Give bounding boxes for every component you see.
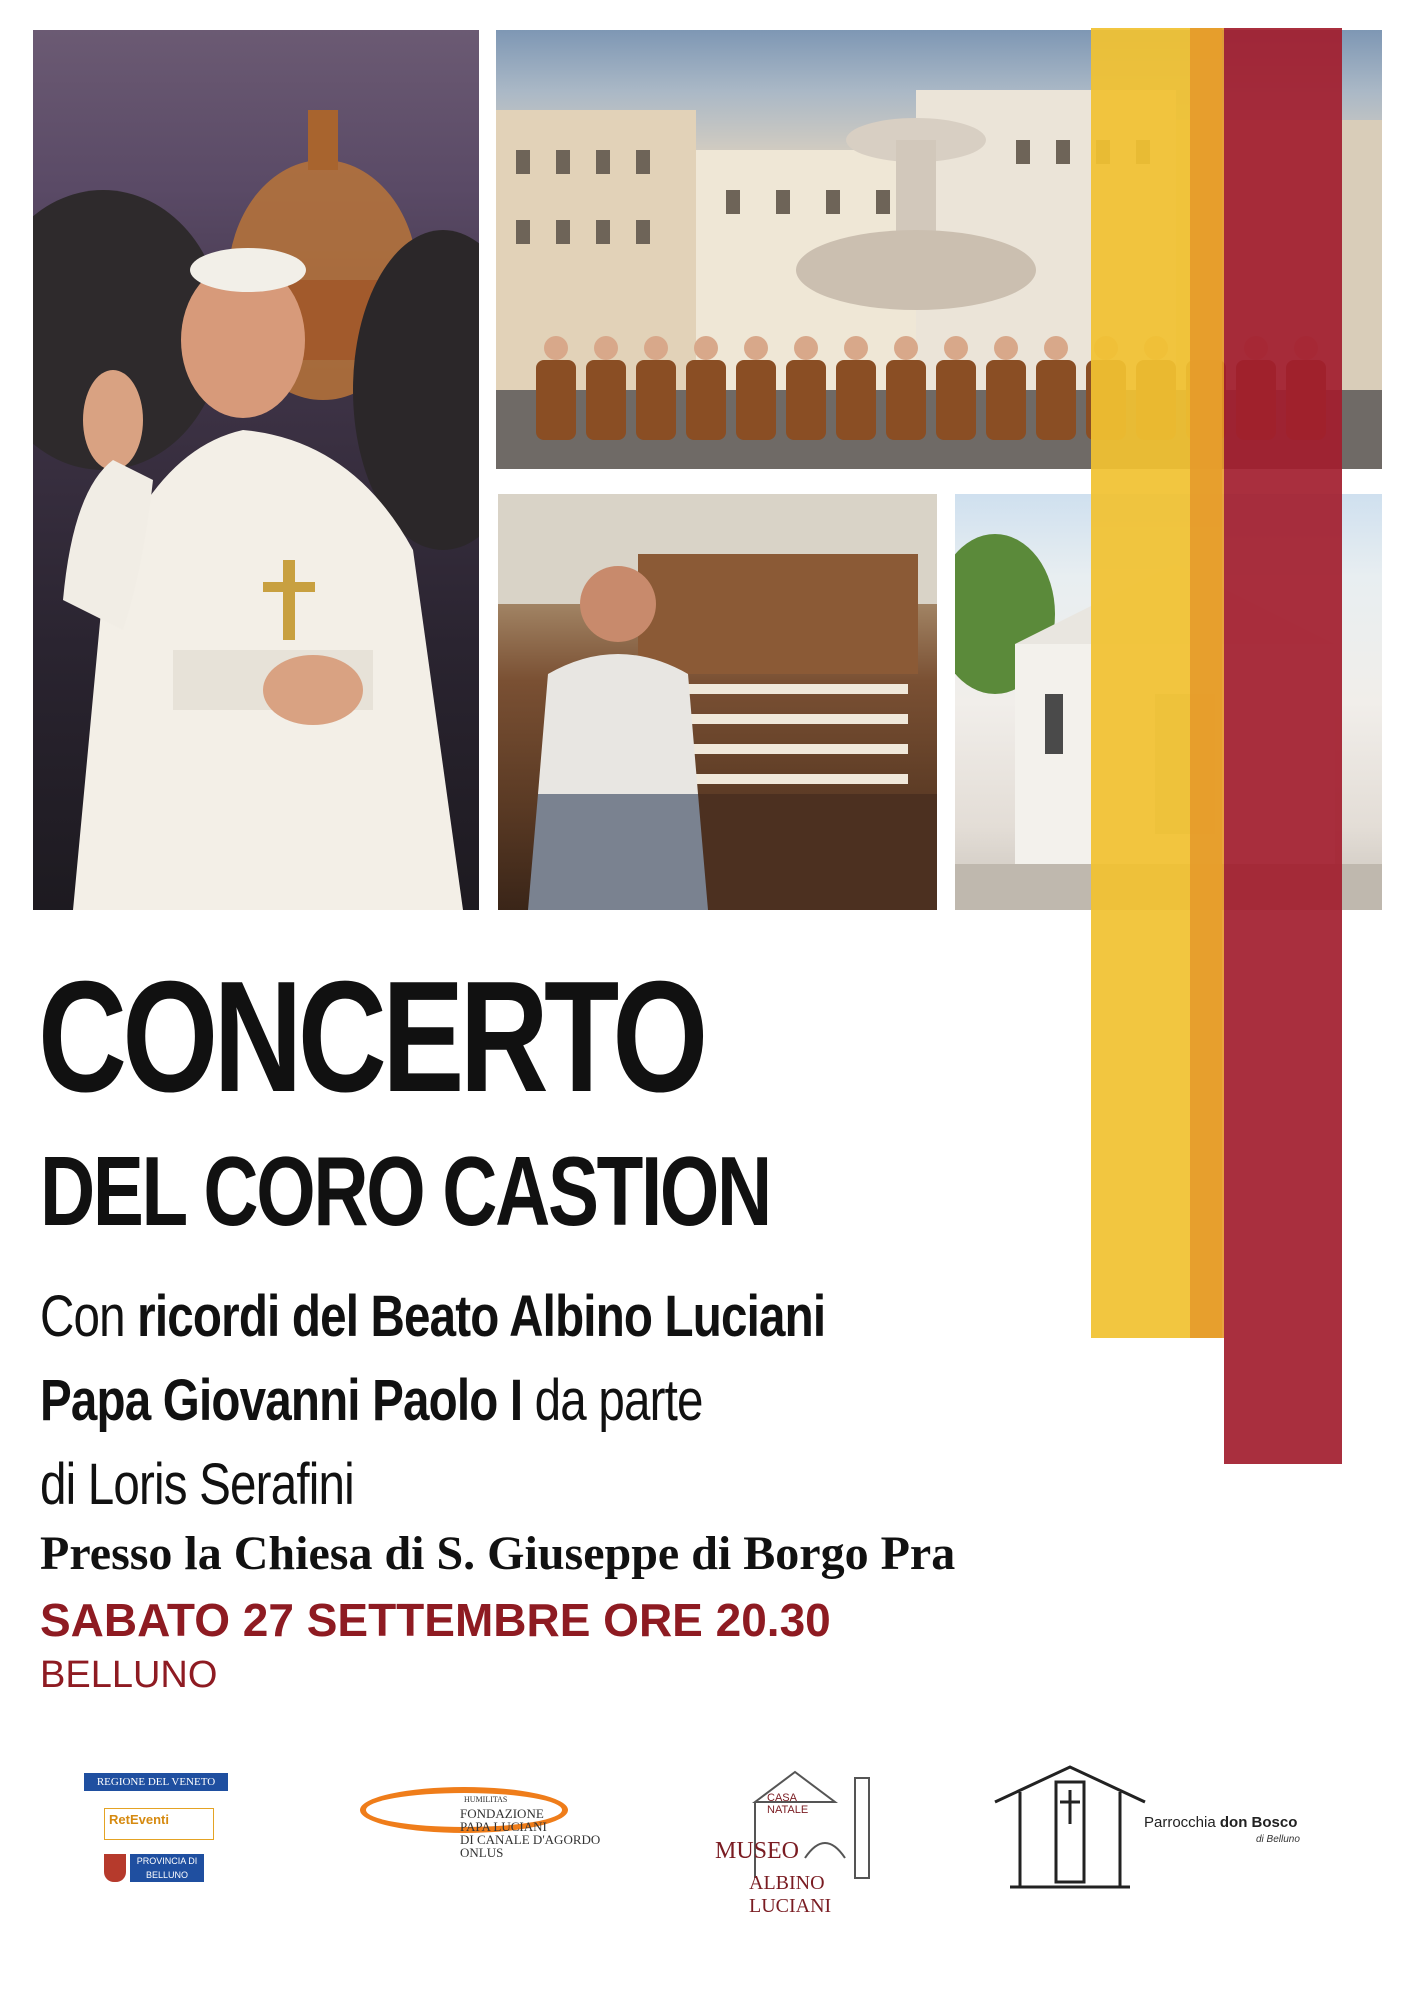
decor-bar-orange	[1190, 28, 1224, 1338]
museo-casa-natale	[767, 1792, 808, 1816]
church-outline-icon	[990, 1762, 1150, 1892]
humilitas-line: DI CANALE D'AGORDO	[460, 1832, 601, 1847]
parrocchia-signature: di Belluno	[1256, 1834, 1300, 1845]
intro-1-bold: ricordi del Beato Albino Luciani	[137, 1284, 826, 1349]
museo-label: MUSEO	[715, 1838, 800, 1864]
parrocchia-prefix: Parrocchia	[1144, 1814, 1220, 1831]
museo-casa: CASA	[767, 1792, 797, 1804]
reteventi-text: RetEventi	[109, 1812, 169, 1827]
venue-line: Presso la Chiesa di S. Giuseppe di Borgo Pra	[40, 1527, 956, 1580]
intro-line-2	[40, 1368, 703, 1433]
parrocchia-name	[1144, 1814, 1297, 1831]
reteventi-logo	[104, 1808, 214, 1840]
parrocchia-don-bosco-logo	[990, 1762, 1330, 1892]
humilitas-line: ONLUS	[460, 1845, 504, 1860]
museo-name: ALBINO LUCIANI	[749, 1872, 832, 1917]
museo-albino-luciani-logo	[715, 1758, 891, 1917]
intro-2-suffix: da parte	[522, 1368, 703, 1433]
intro-line-3: di Loris Serafini	[40, 1452, 354, 1517]
parrocchia-bold: don Bosco	[1219, 1814, 1298, 1831]
decor-bar-red	[1224, 28, 1342, 1464]
regione-veneto-logo: REGIONE DEL VENETO	[84, 1773, 228, 1791]
provincia-belluno-logo	[104, 1854, 204, 1884]
intro-1-prefix: Con	[40, 1284, 138, 1349]
intro-2-bold: Papa Giovanni Paolo I	[40, 1368, 523, 1433]
provincia-text: PROVINCIA DI BELLUNO	[130, 1854, 204, 1882]
event-date: SABATO 27 SETTEMBRE ORE 20.30	[40, 1594, 831, 1646]
humilitas-lines	[460, 1807, 600, 1859]
pope-photo	[33, 30, 479, 910]
organist-photo	[498, 494, 937, 910]
fondazione-papa-luciani-logo	[360, 1785, 620, 1869]
museo-natale: NATALE	[767, 1804, 809, 1816]
poster-subtitle: DEL CORO CASTION	[40, 1136, 770, 1246]
humilitas-line: FONDAZIONE	[460, 1806, 544, 1821]
humilitas-label: HUMILITAS	[464, 1795, 508, 1804]
humilitas-line: PAPA LUCIANI	[460, 1819, 547, 1834]
intro-line-1	[40, 1284, 826, 1349]
provincia-shield-icon	[104, 1854, 126, 1882]
poster-title: CONCERTO	[38, 949, 704, 1125]
event-city: BELLUNO	[40, 1654, 218, 1696]
